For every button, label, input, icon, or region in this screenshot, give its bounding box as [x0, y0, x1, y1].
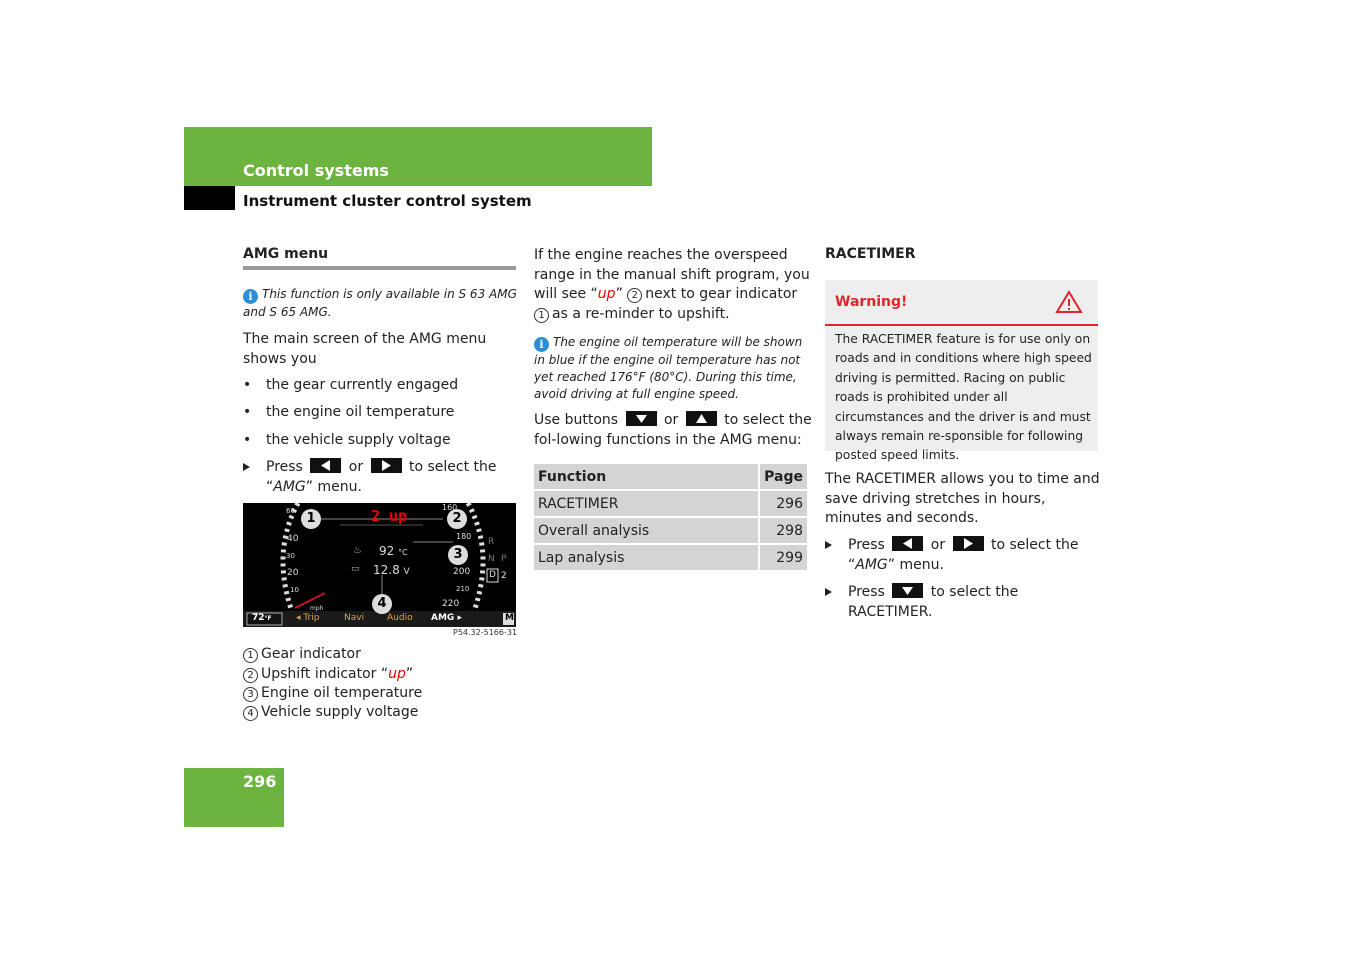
- column-header-function: Function: [534, 464, 758, 491]
- amg-menu-heading: AMG menu: [243, 246, 329, 262]
- overspeed-paragraph: If the engine reaches the overspeed range in the manual shift program, you will see “up” 2 next to gear indicator 1 as a re-minder to upshift.: [534, 247, 810, 322]
- voltage-value: 12.8 V: [373, 563, 410, 577]
- function-cell: RACETIMER: [534, 491, 758, 518]
- upshift-indicator: 2 up: [371, 507, 408, 525]
- gear-letter: P: [501, 554, 507, 564]
- menu-audio: Audio: [387, 613, 413, 623]
- mode-letter: M: [505, 613, 514, 623]
- step-arrow-icon: [825, 541, 832, 549]
- warning-label: Warning!: [835, 294, 908, 310]
- gear-letter: R: [488, 537, 495, 547]
- page-cell: 299: [758, 545, 807, 572]
- info-icon: i: [243, 289, 258, 304]
- function-cell: Lap analysis: [534, 545, 758, 572]
- info-icon: i: [534, 337, 549, 352]
- gear-number: 2: [501, 571, 507, 581]
- tick-label: 200: [453, 567, 471, 577]
- tick-label: 10: [290, 586, 299, 594]
- legend-item: 2 Upshift indicator “up”: [243, 665, 413, 685]
- gear-letter: N: [488, 554, 495, 564]
- battery-icon: ▭: [351, 564, 360, 574]
- warning-triangle-icon: [1055, 290, 1083, 318]
- step-select-amg: Press or to select the “AMG” menu.: [243, 458, 518, 497]
- legend-item: 1 Gear indicator: [243, 645, 361, 665]
- list-item: • the gear currently engaged: [243, 377, 459, 393]
- instrument-cluster-figure: [243, 503, 516, 627]
- info-note-availability: [243, 286, 518, 321]
- oil-can-icon: ♨: [353, 545, 362, 556]
- racetimer-paragraph: The RACETIMER allows you to time and save driving stretches in hours, minutes and seconds.: [825, 471, 1100, 526]
- menu-amg: AMG ▸: [431, 613, 462, 623]
- tick-label: 30: [286, 552, 295, 560]
- info-note-oil: i The engine oil temperature will be shown in blue if the engine oil temperature has not yet reached 176°F (80°C). During this time, avoid driving at full engine speed.: [534, 335, 803, 401]
- function-table: [534, 464, 807, 572]
- callout-voltage: 4: [372, 594, 392, 614]
- step-arrow-icon: [243, 463, 250, 471]
- down-button-icon: [892, 583, 923, 598]
- callout-gear-indicator: 1: [301, 509, 321, 529]
- header-marker: [184, 186, 235, 210]
- racetimer-heading: RACETIMER: [825, 246, 916, 262]
- menu-navi: Navi: [344, 613, 365, 623]
- left-button-icon: [892, 536, 923, 551]
- gear-letter: D: [489, 570, 496, 580]
- page-cell: 298: [758, 518, 807, 545]
- tick-label: 220: [442, 599, 460, 609]
- outside-temp: 72°F: [252, 613, 272, 623]
- column-header-page: Page: [758, 464, 807, 491]
- list-item: • the engine oil temperature: [243, 404, 455, 420]
- up-button-icon: [686, 411, 717, 426]
- page-number: 296: [243, 772, 277, 791]
- buttons-paragraph: Use buttons or to select the fol-lowing functions in the AMG menu:: [534, 412, 812, 448]
- down-button-icon: [626, 411, 657, 426]
- right-button-icon: [953, 536, 984, 551]
- left-button-icon: [310, 458, 341, 473]
- step-select-amg: Press or to select the “AMG” menu.: [825, 536, 1100, 575]
- tick-label: 40: [287, 534, 299, 544]
- warning-text: The RACETIMER feature is for use only on roads and in conditions where high speed driving is permitted. Racing on public roads is prohibited under all circumstances and the driver is and must always remain re-sponsible for following posted speed limits.: [835, 332, 1092, 463]
- right-button-icon: [371, 458, 402, 473]
- callout-oil-temp: 3: [448, 545, 468, 565]
- speed-unit: mph: [310, 605, 324, 612]
- right-speed-arc: [468, 503, 483, 627]
- function-cell: Overall analysis: [534, 518, 758, 545]
- tick-label: 20: [287, 568, 299, 578]
- list-item: • the vehicle supply voltage: [243, 432, 451, 448]
- tick-label: 210: [456, 585, 470, 593]
- table-row: [534, 491, 807, 518]
- heading-rule: [243, 266, 516, 270]
- tick-label: 180: [456, 532, 472, 541]
- oil-temp-value: 92 °C: [379, 544, 408, 558]
- table-header-row: [534, 464, 807, 491]
- step-arrow-icon: [825, 588, 832, 596]
- table-row: [534, 545, 807, 572]
- page-cell: 296: [758, 491, 807, 518]
- section-title: Control systems: [243, 161, 389, 180]
- intro-text: The main screen of the AMG menu shows you: [243, 331, 487, 367]
- figure-code: P54.32-5166-31: [453, 628, 518, 637]
- tick-label: 60: [286, 507, 295, 515]
- subsection-title: Instrument cluster control system: [243, 192, 532, 210]
- table-row: [534, 518, 807, 545]
- step-select-racetimer: Press to select the RACETIMER.: [825, 583, 1100, 622]
- note-text: This function is only available in S 63 AMG and S 65 AMG.: [243, 287, 517, 319]
- tick-label: 160: [442, 503, 458, 512]
- legend-item: 4 Vehicle supply voltage: [243, 703, 418, 723]
- legend-item: 3 Engine oil temperature: [243, 684, 422, 704]
- menu-trip: ◂ Trip: [296, 613, 320, 623]
- callout-upshift: 2: [447, 509, 467, 529]
